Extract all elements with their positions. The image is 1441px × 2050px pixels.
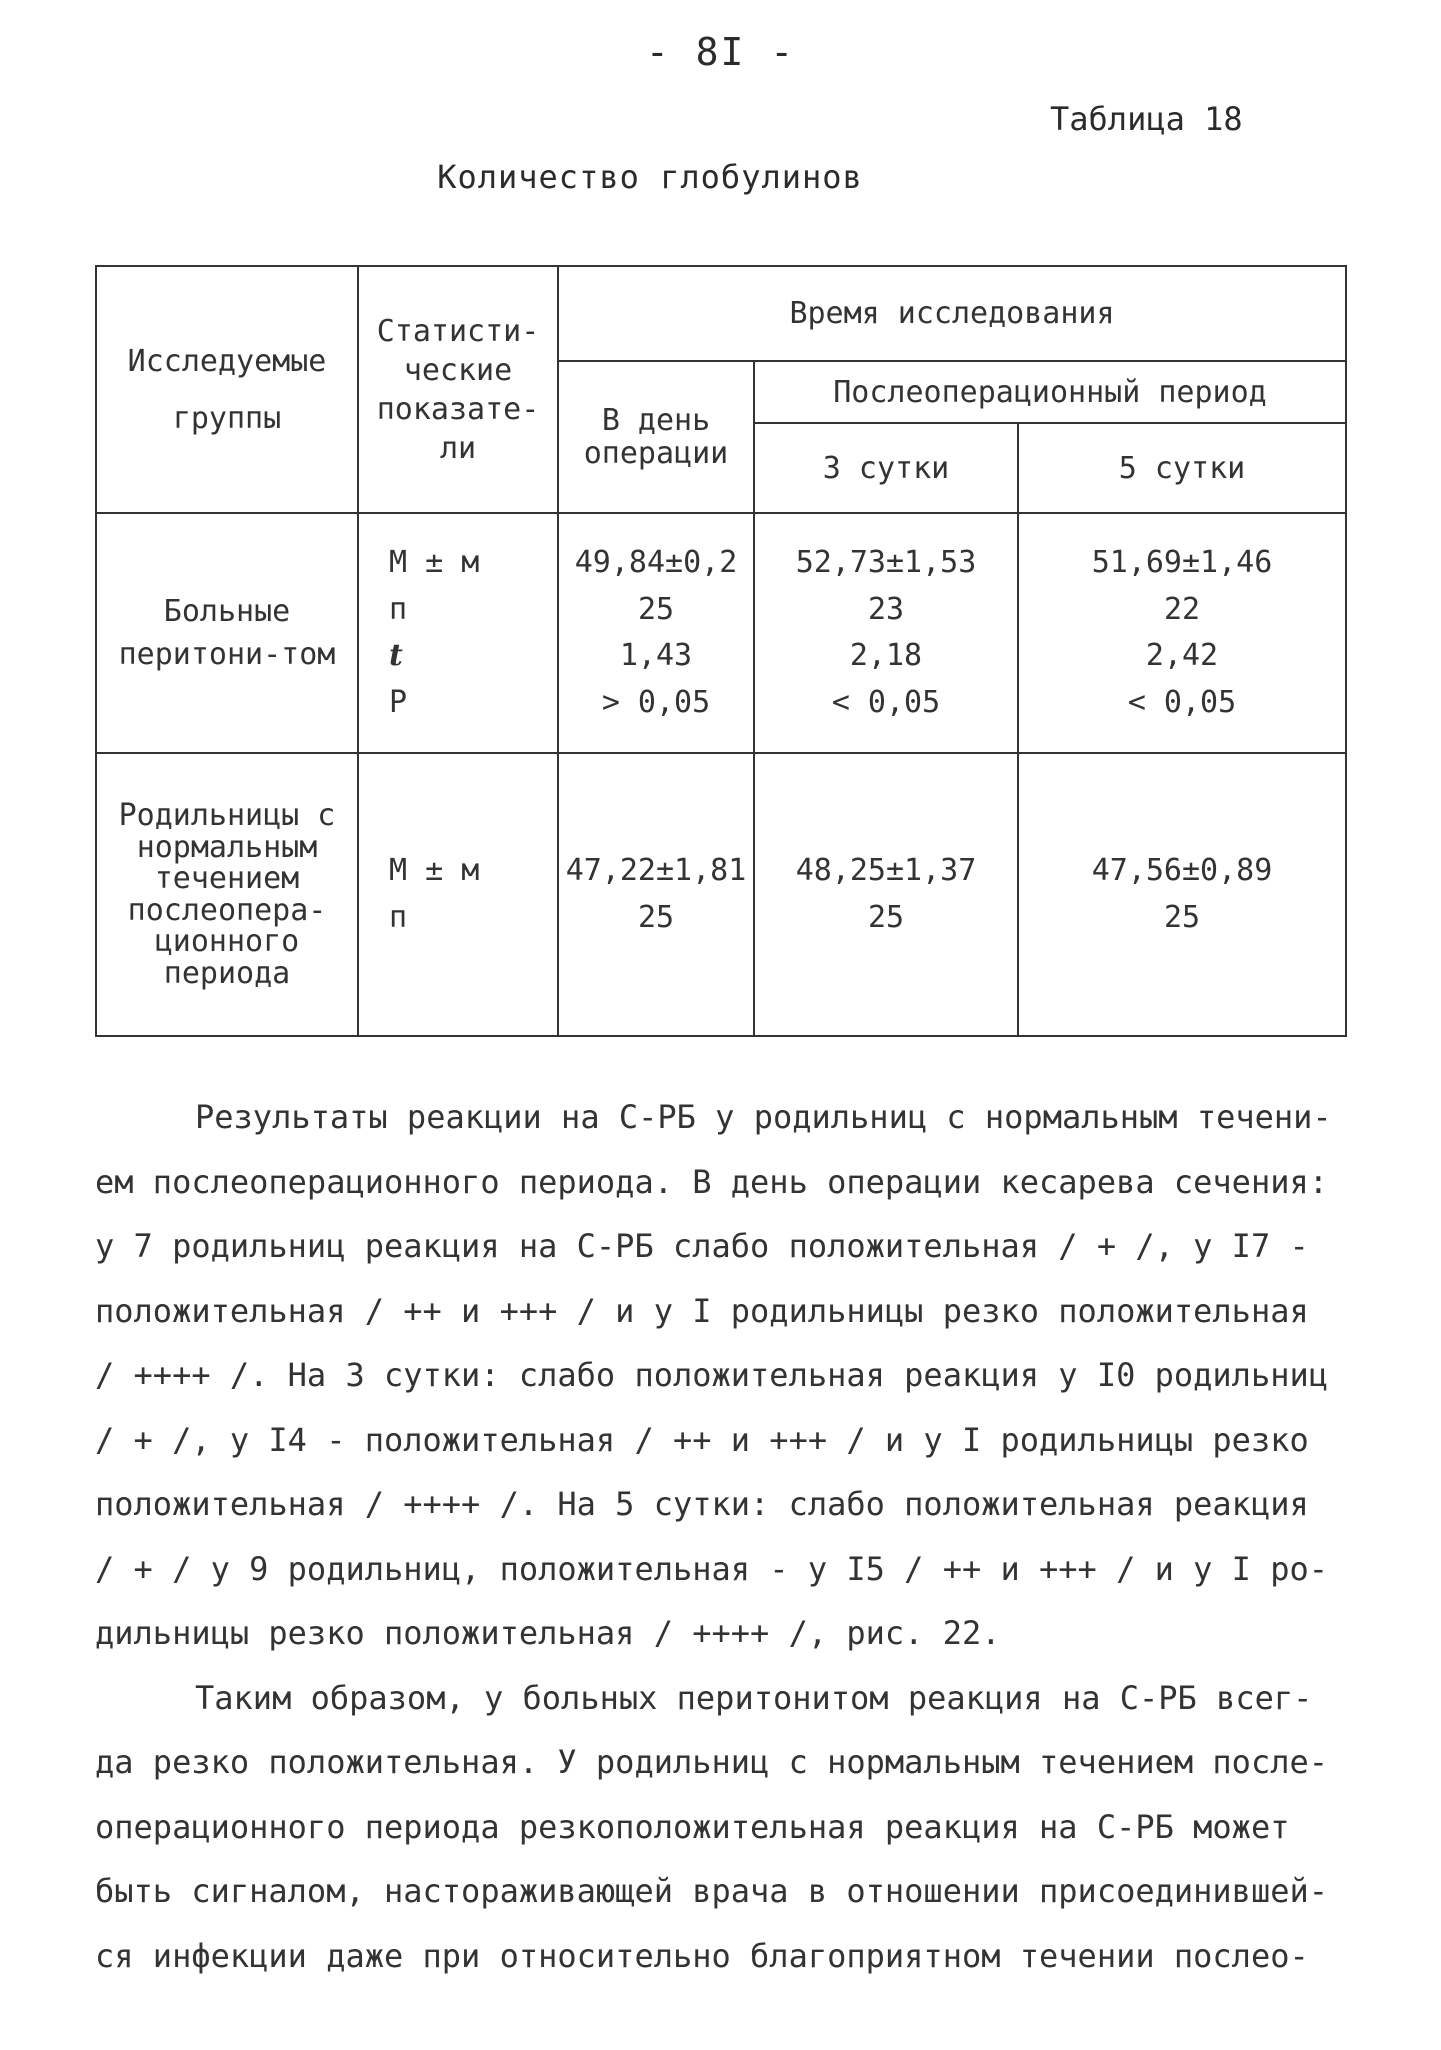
value: 25 <box>1163 899 1201 935</box>
value: 22 <box>1163 591 1201 627</box>
value: > 0,05 <box>601 684 711 720</box>
header-stats: Статисти-ческие показате-ли <box>358 266 558 513</box>
value: 25 <box>867 899 905 935</box>
stat-label: п <box>389 899 408 935</box>
text-line: да резко положительная. У родильниц с нормальным течением после- <box>95 1743 1328 1781</box>
paragraph-2 <box>95 1666 1365 1989</box>
value: 1,43 <box>619 638 693 673</box>
text-line: дильницы резко положительная / ++++ /, рис. 22. <box>95 1614 1001 1652</box>
value: 2,18 <box>849 638 923 673</box>
text-line: положительная / ++++ /. На 5 сутки: слабо положительная реакция <box>95 1485 1309 1523</box>
stat-label: М ± м <box>389 545 480 580</box>
text-line: / + /, у I4 - положительная / ++ и +++ / и у I родильницы резко <box>95 1420 1309 1459</box>
value: 2,42 <box>1145 638 1219 673</box>
row-group-peritonitis: Больные перитони-том <box>96 513 358 753</box>
value: 51,69±1,46 <box>1091 545 1273 580</box>
text-line: Результаты реакции на С-РБ у родильниц с нормальным течени- <box>195 1098 1332 1136</box>
row-group-normal: Родильницы с нормальным течением послеопера-ционного периода <box>96 753 358 1036</box>
cell-peritonitis-day5 <box>1018 513 1346 753</box>
header-groups: Исследуемые группы <box>96 266 358 513</box>
value: 23 <box>867 591 905 627</box>
cell-normal-day0 <box>558 753 754 1036</box>
stat-label: Р <box>389 684 408 720</box>
paragraph-1 <box>95 1085 1365 1666</box>
text-line: ся инфекции даже при относительно благоприятном течении послео- <box>95 1936 1309 1975</box>
cell-normal-day5 <box>1018 753 1346 1036</box>
table-label: Таблица 18 <box>1050 100 1243 138</box>
text-line: положительная / ++ и +++ / и у I родильницы резко положительная <box>95 1291 1309 1330</box>
stat-label: t <box>389 638 403 673</box>
body-text <box>95 1085 1365 1988</box>
table-title: Количество глобулинов <box>437 158 863 196</box>
stat-label: п <box>389 591 408 627</box>
globulin-table <box>95 265 1347 1037</box>
value: 47,22±1,81 <box>565 853 747 888</box>
header-day-of-operation: В день операции <box>558 361 754 513</box>
value: 52,73±1,53 <box>795 545 977 580</box>
header-day5: 5 сутки <box>1018 423 1346 513</box>
value: < 0,05 <box>831 684 941 720</box>
row-stats-peritonitis <box>358 513 558 753</box>
header-postop-period: Послеоперационный период <box>754 361 1346 423</box>
cell-peritonitis-day0 <box>558 513 754 753</box>
text-line: операционного периода резкоположительная реакция на С-РБ может <box>95 1807 1290 1846</box>
text-line: ем послеоперационного периода. В день операции кесарева сечения: <box>95 1162 1328 1201</box>
value: 47,56±0,89 <box>1091 853 1273 888</box>
stat-label: М ± м <box>389 853 480 888</box>
cell-normal-day3 <box>754 753 1018 1036</box>
cell-peritonitis-day3 <box>754 513 1018 753</box>
text-line: у 7 родильниц реакция на С-РБ слабо положительная / + /, у I7 - <box>95 1227 1309 1265</box>
text-line: быть сигналом, настораживающей врача в отношении присоединившей- <box>95 1872 1328 1910</box>
text-line: / + / у 9 родильниц, положительная - у I5 / ++ и +++ / и у I ро- <box>95 1549 1328 1588</box>
text-line: / ++++ /. На 3 сутки: слабо положительная реакция у I0 родильниц <box>95 1356 1328 1394</box>
header-day3: 3 сутки <box>754 423 1018 513</box>
header-time: Время исследования <box>558 266 1346 361</box>
value: < 0,05 <box>1127 684 1237 720</box>
value: 25 <box>637 899 675 935</box>
text-line: Таким образом, у больных перитонитом реакция на С-РБ всег- <box>195 1678 1313 1717</box>
value: 25 <box>637 591 675 627</box>
page-number: - 8I - <box>645 30 796 74</box>
value: 48,25±1,37 <box>795 853 977 888</box>
value: 49,84±0,2 <box>574 545 738 580</box>
row-stats-normal <box>358 753 558 1036</box>
